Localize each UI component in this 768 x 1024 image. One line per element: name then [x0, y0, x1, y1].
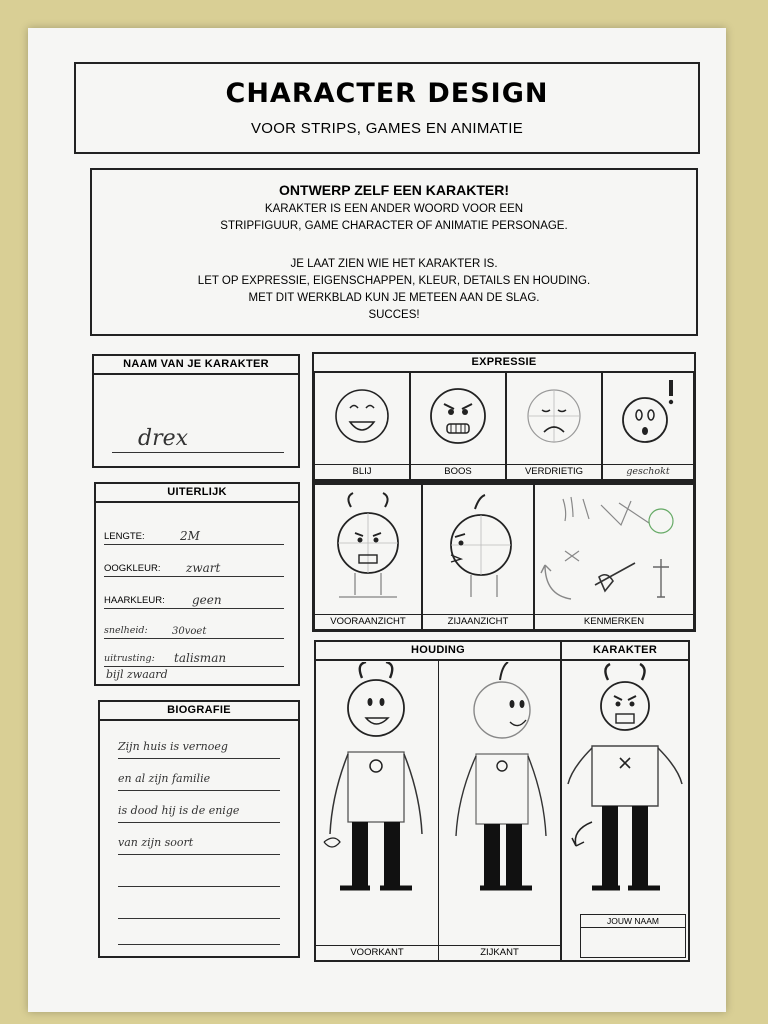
label-zijaanzicht: ZIJAANZICHT	[423, 614, 533, 629]
name-header: NAAM VAN JE KARAKTER	[94, 356, 298, 375]
gear-extra: bijl zwaard	[106, 668, 168, 681]
views-box	[312, 482, 696, 632]
intro-heading: ONTWERP ZELF EEN KARAKTER!	[279, 182, 509, 198]
label-boos: BOOS	[411, 464, 505, 479]
length-field	[104, 524, 284, 545]
speed-field	[104, 618, 284, 639]
shocked-face-icon	[603, 372, 693, 464]
your-name-box[interactable]	[580, 914, 686, 958]
houding-divider	[438, 659, 439, 960]
sad-face-icon	[507, 372, 601, 464]
intro-box	[90, 168, 698, 336]
bio-line-1: Zijn huis is vernoeg	[118, 740, 228, 753]
length-value: 2M	[180, 529, 200, 543]
bio-rule	[118, 758, 280, 759]
front-pose-drawing	[316, 662, 438, 942]
intro-line: SUCCES!	[368, 309, 420, 321]
label-voorkant: VOORKANT	[316, 945, 438, 960]
character-name: drex	[138, 426, 189, 451]
your-name-label: JOUW NAAM	[581, 915, 685, 928]
houding-box	[314, 640, 562, 962]
bio-rule	[118, 854, 280, 855]
hair-color-value: geen	[192, 593, 222, 607]
intro-line: STRIPFIGUUR, GAME CHARACTER OF ANIMATIE PERSONAGE.	[220, 220, 568, 232]
page-subtitle: VOOR STRIPS, GAMES EN ANIMATIE	[250, 120, 524, 137]
name-box	[92, 354, 300, 468]
bio-line-3: is dood hij is de enige	[118, 804, 240, 817]
page-title: CHARACTER DESIGN	[225, 78, 549, 109]
bio-rule	[118, 944, 280, 945]
eye-color-value: zwart	[186, 561, 221, 575]
name-line	[112, 452, 284, 453]
speed-value: 30voet	[172, 626, 207, 637]
bio-line-2: en al zijn familie	[118, 772, 211, 785]
bio-rule	[118, 790, 280, 791]
angry-face-icon	[411, 372, 505, 464]
expressie-box	[312, 352, 696, 482]
expression-angry	[410, 371, 506, 480]
label-geschokt: geschokt	[603, 464, 693, 479]
label-kenmerken: KENMERKEN	[535, 614, 693, 629]
length-label: LENGTE:	[104, 531, 145, 542]
expression-happy	[314, 371, 410, 480]
bio-line-4: van zijn soort	[118, 836, 194, 849]
karakter-box	[560, 640, 690, 962]
front-view-head-drawing	[315, 485, 421, 615]
speed-label: snelheid:	[104, 625, 148, 636]
gear-field	[104, 646, 284, 667]
front-view	[314, 484, 422, 630]
gear-value: talisman	[174, 651, 227, 665]
hair-color-label: HAARKLEUR:	[104, 595, 165, 606]
bio-rule	[118, 822, 280, 823]
features-view	[534, 484, 694, 630]
biografie-header: BIOGRAFIE	[100, 702, 298, 721]
side-view	[422, 484, 534, 630]
uiterlijk-box	[94, 482, 300, 686]
gear-label: uitrusting:	[104, 653, 155, 664]
worksheet	[28, 28, 726, 1012]
intro-line: KARAKTER IS EEN ANDER WOORD VOOR EEN	[264, 203, 524, 215]
biografie-box	[98, 700, 300, 958]
bio-rule	[118, 918, 280, 919]
eye-color-field	[104, 556, 284, 577]
expressie-header: EXPRESSIE	[314, 354, 694, 373]
karakter-header: KARAKTER	[562, 642, 688, 661]
eye-color-label: OOGKLEUR:	[104, 563, 161, 574]
label-vooraanzicht: VOORAANZICHT	[315, 614, 421, 629]
label-zijkant: ZIJKANT	[439, 945, 560, 960]
label-blij: BLIJ	[315, 464, 409, 479]
label-verdrietig: VERDRIETIG	[507, 464, 601, 479]
features-sketch	[535, 485, 693, 615]
houding-header: HOUDING	[316, 642, 560, 661]
hair-color-field	[104, 588, 284, 609]
intro-line: JE LAAT ZIEN WIE HET KARAKTER IS.	[290, 258, 498, 270]
side-pose-drawing	[440, 662, 562, 942]
happy-face-icon	[315, 372, 409, 464]
title-box	[74, 62, 700, 154]
expression-sad	[506, 371, 602, 480]
uiterlijk-header: UITERLIJK	[96, 484, 298, 503]
side-view-head-drawing	[423, 485, 533, 615]
character-final-drawing	[562, 662, 688, 932]
expression-shocked	[602, 371, 694, 480]
bio-rule	[118, 886, 280, 887]
intro-line: LET OP EXPRESSIE, EIGENSCHAPPEN, KLEUR, DETAILS EN HOUDING.	[197, 275, 591, 287]
intro-line: MET DIT WERKBLAD KUN JE METEEN AAN DE SLAG.	[248, 292, 540, 304]
